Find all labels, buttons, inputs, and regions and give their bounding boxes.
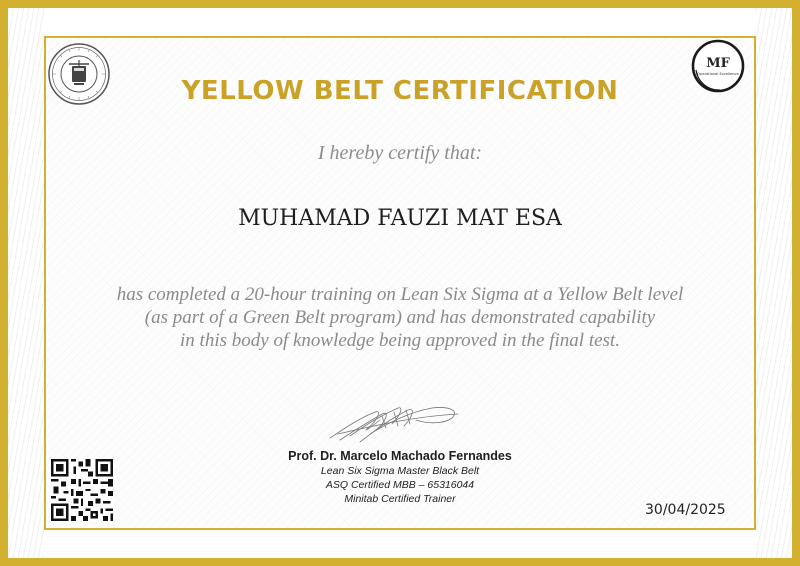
certificate-body-line: (as part of a Green Belt program) and has demonstrated capability xyxy=(144,307,656,328)
signature-graphic xyxy=(320,398,470,446)
signatory-title: Lean Six Sigma Master Black Belt xyxy=(320,465,480,477)
recipient-name: MUHAMAD FAUZI MAT ESA xyxy=(238,206,562,231)
certificate-title: YELLOW BELT CERTIFICATION xyxy=(181,76,619,106)
signatory-title: Minitab Certified Trainer xyxy=(344,493,456,505)
signatory-name: Prof. Dr. Marcelo Machado Fernandes xyxy=(288,449,512,463)
mf-badge-initials: MF xyxy=(706,56,730,71)
qr-code-icon[interactable] xyxy=(51,459,113,521)
certificate-body-line: in this body of knowledge being approved in the final test. xyxy=(180,330,620,351)
issue-date: 30/04/2025 xyxy=(645,502,726,518)
certificate-body-line: has completed a 20-hour training on Lean Six Sigma at a Yellow Belt level xyxy=(116,284,684,305)
mf-badge-tagline: Operational Excellence xyxy=(697,72,739,76)
signatory-title: ASQ Certified MBB – 65316044 xyxy=(325,479,475,491)
certificate-intro: I hereby certify that: xyxy=(317,142,483,164)
